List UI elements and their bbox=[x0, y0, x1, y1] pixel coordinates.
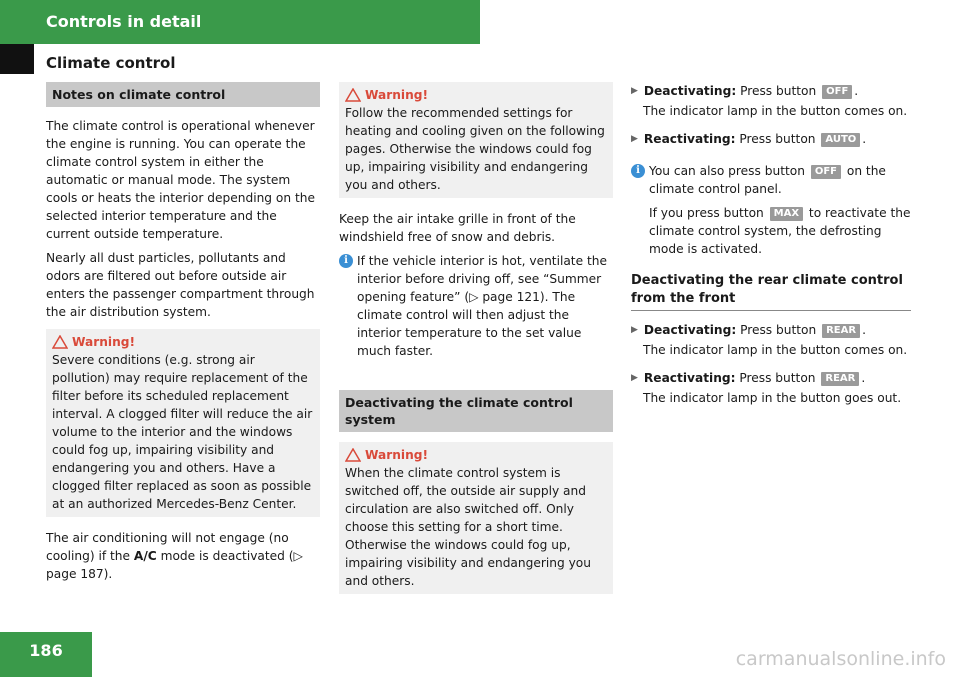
step-item: ▶ Reactivating: Press button AUTO . bbox=[631, 132, 867, 146]
info-icon: i bbox=[339, 254, 353, 268]
subhead-deactivating: Deactivating the climate control system bbox=[339, 390, 613, 432]
chapter-title: Controls in detail bbox=[46, 12, 202, 31]
warning-box bbox=[46, 329, 320, 517]
warning-text: Follow the recommended settings for heating and cooling given on the following pages. Otherwise the windows could fog up, impairing visibility and endangering you and others. bbox=[345, 106, 605, 192]
watermark: carmanualsonline.info bbox=[735, 648, 946, 670]
step-note: The indicator lamp in the button comes on. bbox=[643, 104, 908, 118]
warning-triangle-icon bbox=[345, 88, 361, 102]
warning-title: Warning! bbox=[345, 446, 607, 464]
section-title: Climate control bbox=[46, 54, 176, 72]
warning-box bbox=[339, 442, 613, 594]
subhead-rear: Deactivating the rear climate control from the front bbox=[631, 272, 911, 311]
warning-text: Severe conditions (e.g. strong air pollution) may require replacement of the filter before its scheduled replacement interval. A clogged filter will reduce the air volume to the interior and the windows could fog up, impairing visibility and endangering you and others. Have a clogged filter replaced as soon as possible at an authorized Mercedes-Benz Center. bbox=[52, 353, 313, 511]
rear-off-button-icon: REAR bbox=[821, 372, 859, 386]
paragraph: Nearly all dust particles, pollutants and odors are filtered out before outside air enters the passenger compartment through the air distribution system. bbox=[46, 251, 315, 319]
column-2 bbox=[339, 82, 613, 606]
corner-marker bbox=[0, 44, 34, 74]
off-button-icon: OFF bbox=[811, 165, 841, 179]
warning-text: When the climate control system is switched off, the outside air supply and circulation are also switched off. Only choose this setting for a short time. Otherwise the windows could fog up, impairing visibility and endangering you and others. bbox=[345, 466, 591, 588]
step-note: The indicator lamp in the button goes out. bbox=[643, 391, 902, 405]
step-item: ▶ Reactivating: Press button REAR . bbox=[631, 371, 866, 385]
column-1 bbox=[46, 82, 320, 589]
column-3 bbox=[631, 82, 911, 417]
warning-box bbox=[339, 82, 613, 198]
step-note: The indicator lamp in the button comes on. bbox=[643, 343, 908, 357]
paragraph: The air conditioning will not engage (no cooling) if the A/C mode is deactivated (▷ page 187). bbox=[46, 531, 303, 581]
arrow-icon: ▶ bbox=[631, 325, 638, 335]
defrost-max-button-icon: MAX bbox=[770, 207, 803, 221]
arrow-icon: ▶ bbox=[631, 86, 638, 96]
off-button-icon: OFF bbox=[822, 85, 852, 99]
arrow-icon: ▶ bbox=[631, 373, 638, 383]
step-item: ▶ Deactivating: Press button REAR . bbox=[631, 323, 866, 337]
subhead-notes: Notes on climate control bbox=[46, 82, 320, 107]
arrow-icon: ▶ bbox=[631, 134, 638, 144]
paragraph: The climate control is operational whenever the engine is running. You can operate the climate control system in either the automatic or manual mode. The system cools or heats the interior depending on the selected interior temperature and the current outside temperature. bbox=[46, 119, 315, 241]
step-item: ▶ Deactivating: Press button OFF . bbox=[631, 84, 859, 98]
auto-button-icon: AUTO bbox=[821, 133, 860, 147]
warning-title: Warning! bbox=[345, 86, 607, 104]
page-number: 186 bbox=[29, 641, 63, 660]
rear-off-button-icon: REAR bbox=[822, 324, 860, 338]
warning-title: Warning! bbox=[52, 333, 314, 351]
warning-triangle-icon bbox=[345, 448, 361, 462]
info-note: i If the vehicle interior is hot, ventilate the interior before driving off, see “Summer opening feature” (▷ page 121). The climate control will then adjust the interior temperature to the set value much faster. bbox=[339, 252, 613, 360]
info-note: i You can also press button OFF on the climate control panel. bbox=[631, 162, 911, 198]
info-icon: i bbox=[631, 164, 645, 178]
paragraph: Keep the air intake grille in front of the windshield free of snow and debris. bbox=[339, 212, 576, 244]
warning-triangle-icon bbox=[52, 335, 68, 349]
info-note-continued: If you press button MAX to reactivate the climate control system, the defrosting mode is activated. bbox=[649, 206, 911, 256]
